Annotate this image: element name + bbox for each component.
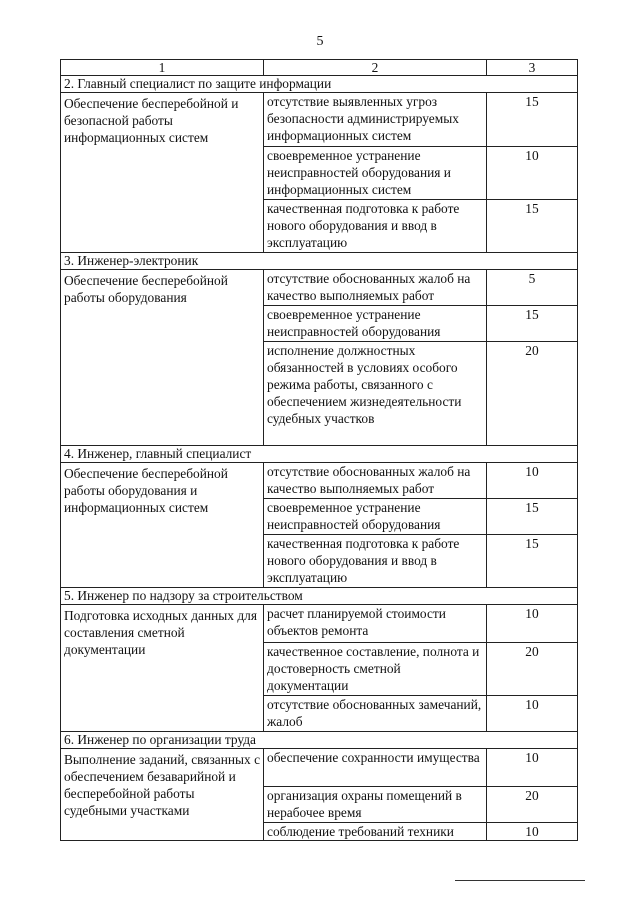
section-title: 6. Инженер по организации труда [61, 732, 578, 749]
table-row [61, 749, 578, 787]
value-cell: 10 [487, 147, 578, 200]
criterion-cell: организация охраны помещений в нерабочее время [264, 787, 487, 823]
table-row [61, 270, 578, 306]
task-cell: Обеспечение бесперебойной работы оборудования [61, 270, 264, 446]
value-cell: 5 [487, 270, 578, 306]
table-row [61, 605, 578, 643]
column-header-1: 1 [61, 60, 264, 76]
value-cell: 10 [487, 823, 578, 841]
task-cell: Подготовка исходных данных для составления сметной документации [61, 605, 264, 732]
column-header-2: 2 [264, 60, 487, 76]
column-header-3: 3 [487, 60, 578, 76]
criterion-cell: отсутствие выявленных угроз безопасности администрируемых информационных систем [264, 93, 487, 147]
task-cell: Выполнение заданий, связанных с обеспечением безаварийной и бесперебойной работы судебными участками [61, 749, 264, 841]
criterion-cell: качественная подготовка к работе нового оборудования и ввод в эксплуатацию [264, 200, 487, 253]
value-cell: 20 [487, 342, 578, 446]
value-cell: 15 [487, 499, 578, 535]
value-cell: 15 [487, 200, 578, 253]
section-title-row [61, 588, 578, 605]
page-number: 5 [316, 34, 324, 49]
value-cell: 20 [487, 787, 578, 823]
table-row [61, 93, 578, 147]
section-title: 4. Инженер, главный специалист [61, 446, 578, 463]
criterion-cell: соблюдение требований техники [264, 823, 487, 841]
criteria-table [60, 59, 578, 841]
value-cell: 10 [487, 605, 578, 643]
criterion-cell: качественное составление, полнота и достоверность сметной документации [264, 643, 487, 696]
criterion-cell: расчет планируемой стоимости объектов ремонта [264, 605, 487, 643]
criterion-cell: своевременное устранение неисправностей оборудования [264, 306, 487, 342]
value-cell: 10 [487, 749, 578, 787]
section-title: 5. Инженер по надзору за строительством [61, 588, 578, 605]
criterion-cell: качественная подготовка к работе нового оборудования и ввод в эксплуатацию [264, 535, 487, 588]
section-title-row [61, 76, 578, 93]
criterion-cell: исполнение должностных обязанностей в условиях особого режима работы, связанного с обеспечением жизнедеятельности судебных участков [264, 342, 487, 446]
header-row [61, 60, 578, 76]
section-title: 2. Главный специалист по защите информации [61, 76, 578, 93]
value-cell: 10 [487, 696, 578, 732]
section-title-row [61, 732, 578, 749]
section-title: 3. Инженер-электроник [61, 253, 578, 270]
criterion-cell: отсутствие обоснованных жалоб на качество выполняемых работ [264, 270, 487, 306]
value-cell: 15 [487, 535, 578, 588]
value-cell: 20 [487, 643, 578, 696]
value-cell: 10 [487, 463, 578, 499]
criterion-cell: своевременное устранение неисправностей оборудования [264, 499, 487, 535]
criterion-cell: обеспечение сохранности имущества [264, 749, 487, 787]
section-title-row [61, 253, 578, 270]
task-cell: Обеспечение бесперебойной и безопасной работы информационных систем [61, 93, 264, 253]
criterion-cell: своевременное устранение неисправностей оборудования и информационных систем [264, 147, 487, 200]
criterion-cell: отсутствие обоснованных жалоб на качество выполняемых работ [264, 463, 487, 499]
criterion-cell: отсутствие обоснованных замечаний, жалоб [264, 696, 487, 732]
table-row [61, 463, 578, 499]
section-title-row [61, 446, 578, 463]
value-cell: 15 [487, 93, 578, 147]
footer-divider [455, 880, 585, 881]
value-cell: 15 [487, 306, 578, 342]
task-cell: Обеспечение бесперебойной работы оборудования и информационных систем [61, 463, 264, 588]
